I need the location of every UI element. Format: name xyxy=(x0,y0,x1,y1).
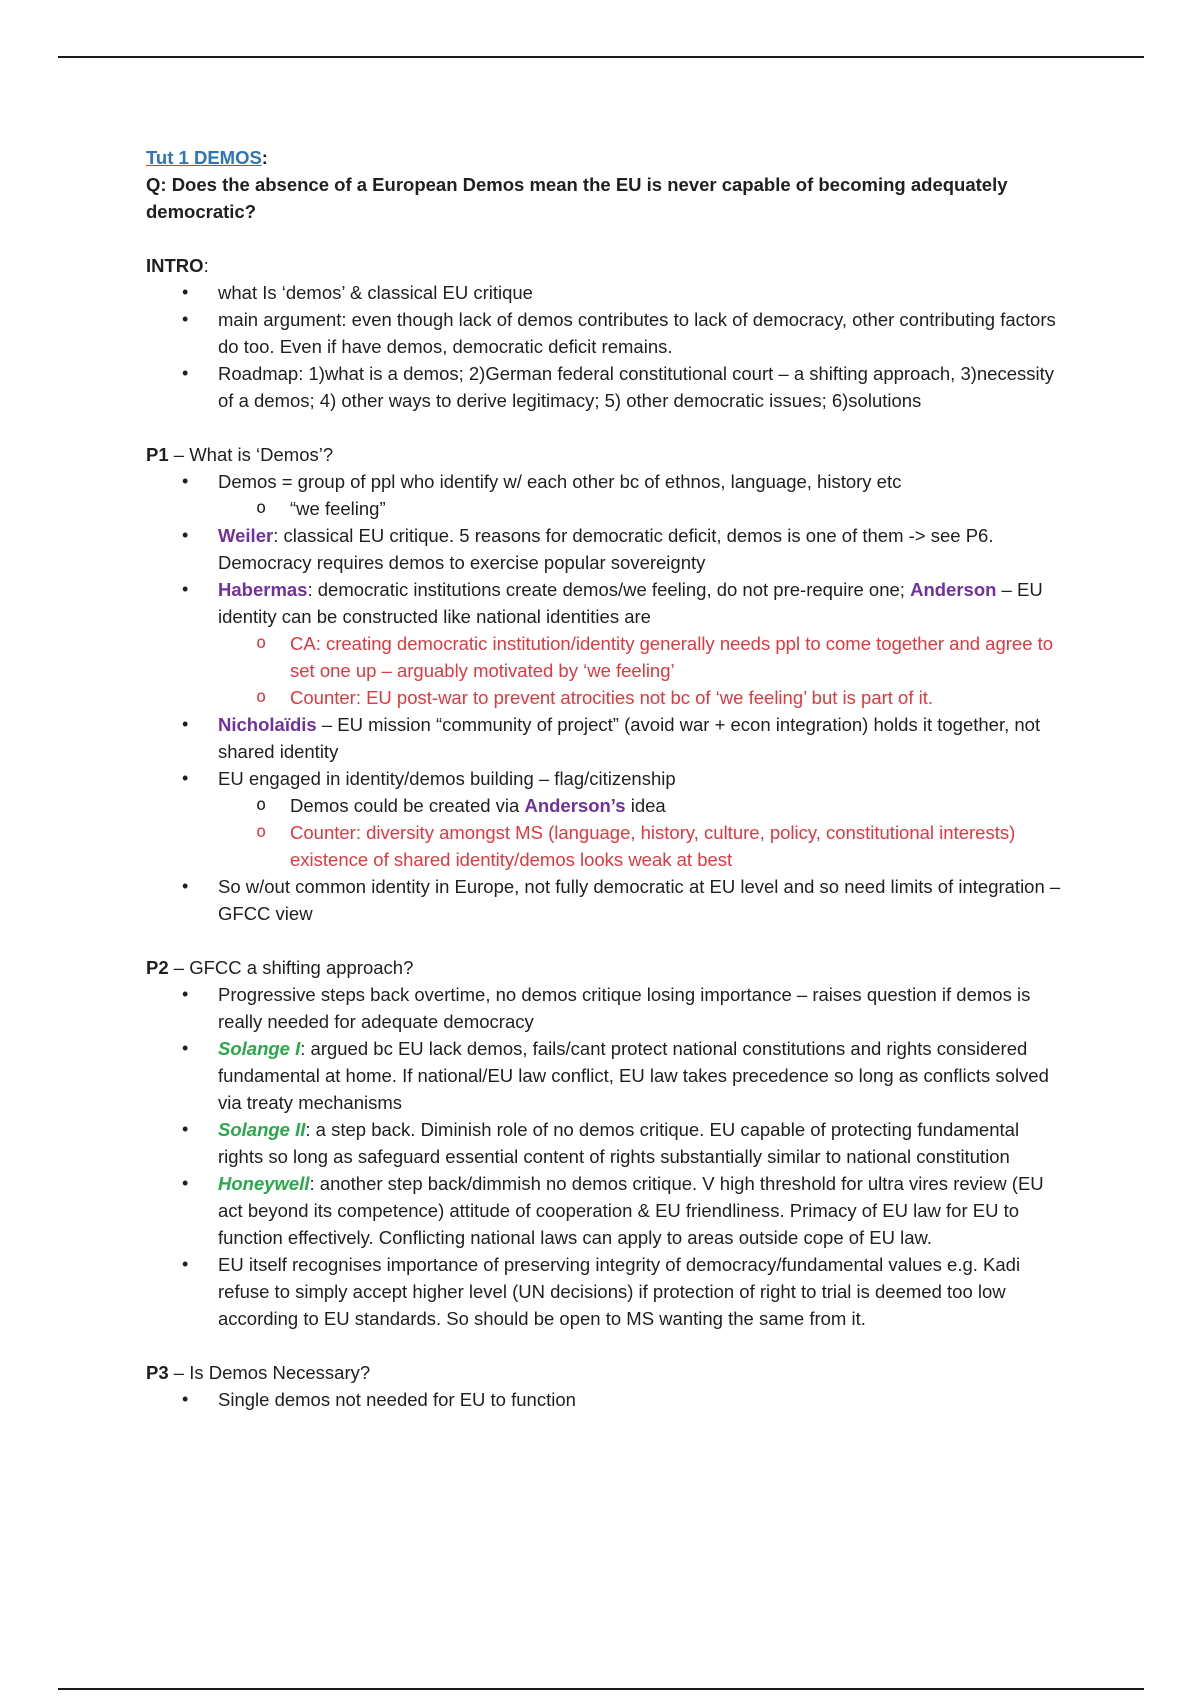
sub-list-item: o CA: creating democratic institution/identity generally needs ppl to come together and agree to set one up – arguably motivated by ‘we feeling’ xyxy=(218,630,1066,684)
list-item: • Single demos not needed for EU to function xyxy=(146,1386,1066,1413)
case-honeywell: Honeywell xyxy=(218,1173,310,1194)
list-item: • Solange I: argued bc EU lack demos, fails/cant protect national constitutions and rights considered fundamental at home. If national/EU law conflict, EU law takes precedence so long as conflicts solved via treaty mechanisms xyxy=(146,1035,1066,1116)
case-solange-1: Solange I xyxy=(218,1038,301,1059)
intro-list xyxy=(146,279,1066,414)
list-item: • main argument: even though lack of demos contributes to lack of democracy, other contributing factors do too. Even if have demos, democratic deficit remains. xyxy=(146,306,1066,360)
sub-list-item: o Demos could be created via Anderson’s idea xyxy=(218,792,1066,819)
list-item: • EU engaged in identity/demos building – flag/citizenship o Demos could be created via Anderson’s idea o Counter: diversity amongst MS (language, history, culture, policy, constitutional interests) existence of shared identity/demos looks weak at best xyxy=(146,765,1066,873)
author-weiler: Weiler xyxy=(218,525,274,546)
p1-heading: P1 – What is ‘Demos’? xyxy=(146,444,334,465)
doc-title xyxy=(146,144,1066,171)
p2-list xyxy=(146,981,1066,1332)
list-item: • Habermas: democratic institutions create demos/we feeling, do not pre-require one; Anderson – EU identity can be constructed like national identities are o CA: creating democratic institution/identity generally needs ppl to come together and agree to set one up – arguably motivated by ‘we feeling’ o Counter: EU post-war to prevent atrocities not bc of ‘we feeling’ but is part of it. xyxy=(146,576,1066,711)
header-rule xyxy=(58,56,1144,58)
author-anderson: Anderson’s xyxy=(524,795,626,816)
list-item: • Progressive steps back overtime, no demos critique losing importance – raises question if demos is really needed for adequate democracy xyxy=(146,981,1066,1035)
list-item: • Demos = group of ppl who identify w/ each other bc of ethnos, language, history etc o “we feeling” xyxy=(146,468,1066,522)
list-item: • Solange II: a step back. Diminish role of no demos critique. EU capable of protecting fundamental rights so long as safeguard essential content of rights substantially similar to national constitution xyxy=(146,1116,1066,1170)
list-item: • EU itself recognises importance of preserving integrity of democracy/fundamental values e.g. Kadi refuse to simply accept higher level (UN decisions) if protection of right to trial is deemed too low according to EU standards. So should be open to MS wanting the same from it. xyxy=(146,1251,1066,1332)
author-anderson: Anderson xyxy=(910,579,997,600)
list-item: • Honeywell: another step back/dimmish no demos critique. V high threshold for ultra vires review (EU act beyond its competence) attitude of cooperation & EU friendliness. Primacy of EU law for EU to function effectively. Conflicting national laws can apply to areas outside cope of EU law. xyxy=(146,1170,1066,1251)
document-body xyxy=(146,144,1066,1413)
p1-list xyxy=(146,468,1066,927)
title-link[interactable]: Tut 1 DEMOS xyxy=(146,147,262,168)
question: Q: Does the absence of a European Demos mean the EU is never capable of becoming adequately democratic? xyxy=(146,174,1008,222)
author-nicholaidis: Nicholaïdis xyxy=(218,714,317,735)
author-habermas: Habermas xyxy=(218,579,308,600)
p3-list xyxy=(146,1386,1066,1413)
sub-list-item: o “we feeling” xyxy=(218,495,1066,522)
list-item: • what Is ‘demos’ & classical EU critique xyxy=(146,279,1066,306)
footer-rule xyxy=(58,1688,1144,1690)
list-item: • Weiler: classical EU critique. 5 reasons for democratic deficit, demos is one of them -> see P6. Democracy requires demos to exercise popular sovereignty xyxy=(146,522,1066,576)
list-item: • So w/out common identity in Europe, not fully democratic at EU level and so need limits of integration – GFCC view xyxy=(146,873,1066,927)
sub-list-item: o Counter: diversity amongst MS (language, history, culture, policy, constitutional interests) existence of shared identity/demos looks weak at best xyxy=(218,819,1066,873)
p2-heading: P2 – GFCC a shifting approach? xyxy=(146,957,414,978)
list-item: • Nicholaïdis – EU mission “community of project” (avoid war + econ integration) holds it together, not shared identity xyxy=(146,711,1066,765)
sub-list-item: o Counter: EU post-war to prevent atrocities not bc of ‘we feeling’ but is part of it. xyxy=(218,684,1066,711)
intro-heading: INTRO: xyxy=(146,255,209,276)
title-colon: : xyxy=(261,147,268,168)
list-item: • Roadmap: 1)what is a demos; 2)German federal constitutional court – a shifting approach, 3)necessity of a demos; 4) other ways to derive legitimacy; 5) other democratic issues; 6)solutions xyxy=(146,360,1066,414)
p3-heading: P3 – Is Demos Necessary? xyxy=(146,1362,371,1383)
case-solange-2: Solange II xyxy=(218,1119,306,1140)
